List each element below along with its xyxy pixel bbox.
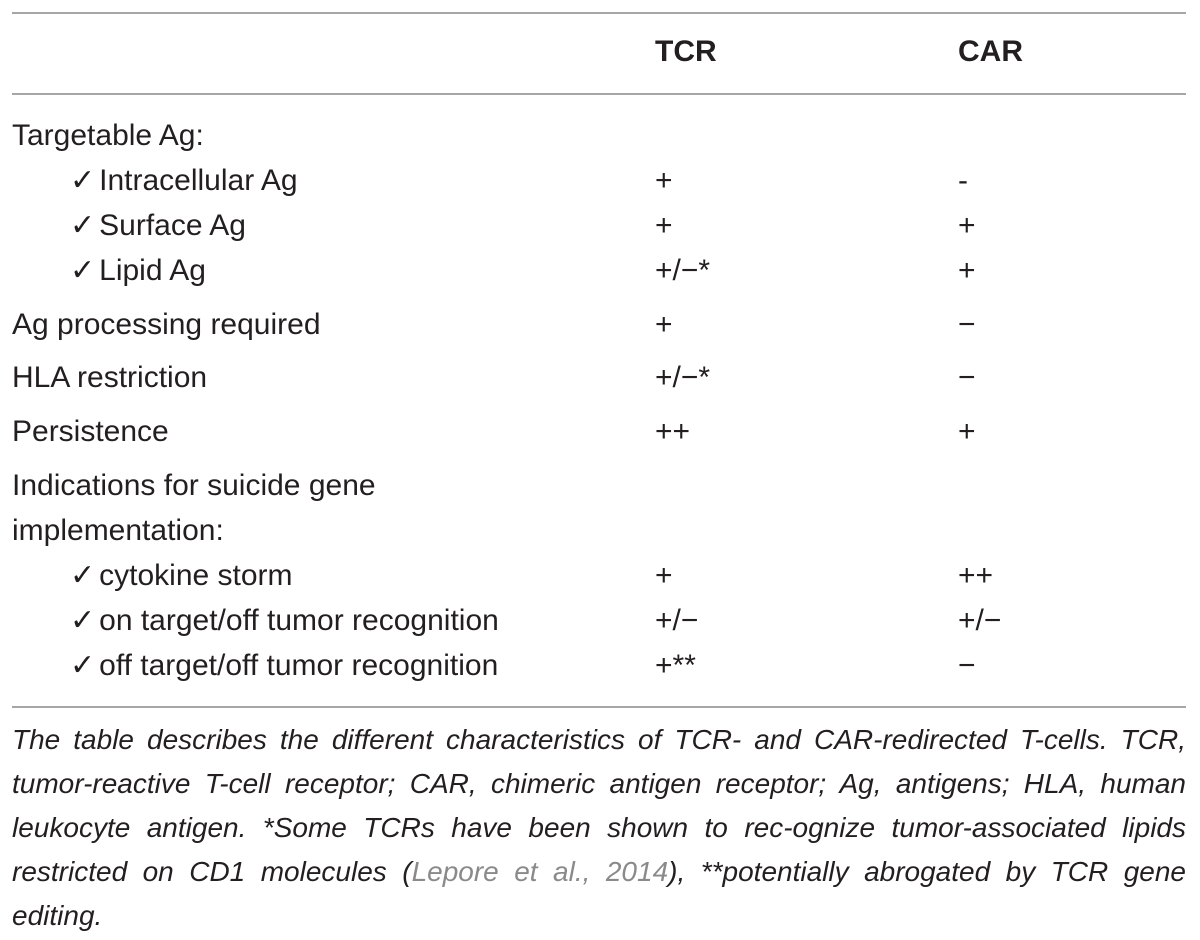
table-row xyxy=(0,116,1200,156)
car-value: + xyxy=(958,254,976,287)
table-row xyxy=(0,251,1200,291)
row-label: Ag processing required xyxy=(12,308,321,341)
footnote-text-before: The table describes the different characteristics of TCR- and CAR-redirected T-cells. TCR, tumor-reactive T-cell receptor; CAR, chimeric antigen receptor; Ag, antigens; HLA, human leukocyte antigen. *Some TCRs have been shown to rec-ognize tumor-associated lipids restricted on CD1 molecules ( xyxy=(12,724,1186,887)
car-value: − xyxy=(958,649,976,682)
tcr-value: +/−* xyxy=(655,254,711,287)
table-row xyxy=(0,305,1200,345)
table-row xyxy=(0,206,1200,246)
table-footnote xyxy=(12,718,1186,938)
tcr-value: +/−* xyxy=(655,361,711,394)
row-label: ✓ on target/off tumor recognition xyxy=(70,601,499,641)
check-icon: ✓ xyxy=(70,604,96,637)
check-icon: ✓ xyxy=(70,164,96,197)
row-label: Targetable Ag: xyxy=(12,119,204,152)
citation-link[interactable]: Lepore et al., 2014 xyxy=(411,856,669,887)
check-icon: ✓ xyxy=(70,254,96,287)
table-row xyxy=(0,161,1200,201)
tcr-value: + xyxy=(655,559,673,592)
table-header-rule xyxy=(12,93,1186,95)
row-label: Indications for suicide gene xyxy=(12,469,376,502)
table-row xyxy=(0,466,1200,506)
car-value: − xyxy=(958,308,976,341)
car-value: − xyxy=(958,361,976,394)
check-icon: ✓ xyxy=(70,649,96,682)
footnote-text-after: ), **potentially abrogated by TCR gene editing. xyxy=(12,856,1186,931)
car-value: + xyxy=(958,415,976,448)
column-header-tcr: TCR xyxy=(655,35,717,68)
tcr-value: +/− xyxy=(655,604,699,637)
row-label: HLA restriction xyxy=(12,361,208,394)
table-row xyxy=(0,412,1200,452)
row-label: implementation: xyxy=(12,514,224,547)
car-value: + xyxy=(958,209,976,242)
table-bottom-rule xyxy=(12,706,1186,708)
tcr-value: + xyxy=(655,164,673,197)
row-label: ✓ Surface Ag xyxy=(70,206,246,246)
tcr-value: +** xyxy=(655,649,696,682)
car-value: +/− xyxy=(958,604,1002,637)
table-row xyxy=(0,511,1200,551)
row-label: Persistence xyxy=(12,415,169,448)
row-label: ✓ off target/off tumor recognition xyxy=(70,646,498,686)
table-row xyxy=(0,358,1200,398)
car-value: - xyxy=(958,164,968,197)
row-label: ✓ cytokine storm xyxy=(70,556,293,596)
tcr-value: ++ xyxy=(655,415,691,448)
table-row xyxy=(0,646,1200,686)
table-top-rule xyxy=(12,12,1186,14)
column-header-car: CAR xyxy=(958,35,1023,68)
table-row xyxy=(0,601,1200,641)
car-value: ++ xyxy=(958,559,994,592)
check-icon: ✓ xyxy=(70,209,96,242)
row-label: ✓ Lipid Ag xyxy=(70,251,206,291)
table-row xyxy=(0,556,1200,596)
check-icon: ✓ xyxy=(70,559,96,592)
row-label: ✓ Intracellular Ag xyxy=(70,161,298,201)
tcr-value: + xyxy=(655,308,673,341)
tcr-value: + xyxy=(655,209,673,242)
